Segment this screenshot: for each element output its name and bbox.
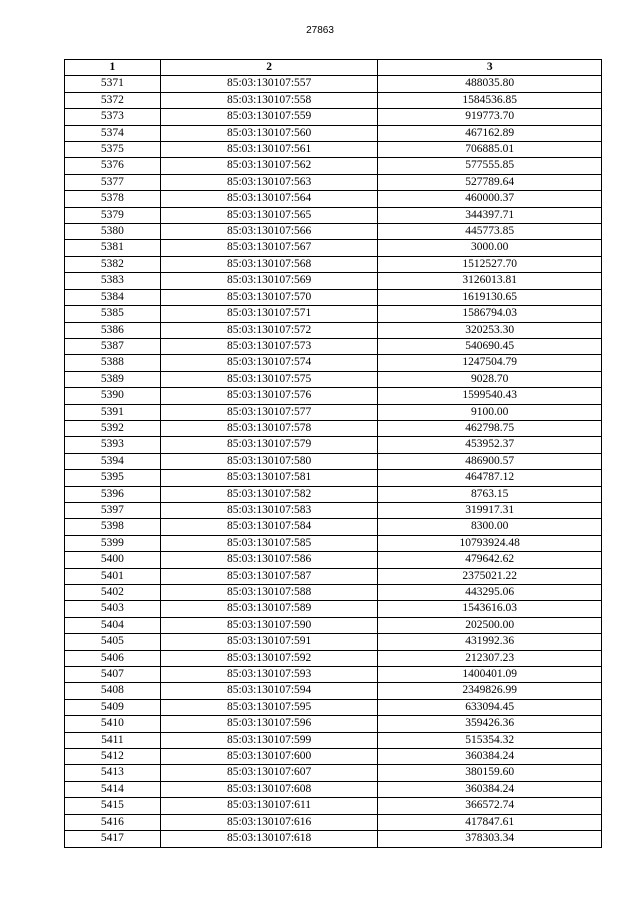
cadastral-number-cell: 85:03:130107:571 — [160, 306, 378, 322]
value-cell: 540690.45 — [378, 338, 602, 354]
row-number-cell: 5404 — [65, 617, 161, 633]
row-number-cell: 5400 — [65, 552, 161, 568]
table-row — [65, 585, 602, 601]
cadastral-number-cell: 85:03:130107:582 — [160, 486, 378, 502]
row-number-cell: 5393 — [65, 437, 161, 453]
row-number-cell: 5412 — [65, 749, 161, 765]
row-number-cell: 5383 — [65, 273, 161, 289]
value-cell: 202500.00 — [378, 617, 602, 633]
value-cell: 443295.06 — [378, 585, 602, 601]
table-row — [65, 552, 602, 568]
cadastral-number-cell: 85:03:130107:567 — [160, 240, 378, 256]
cadastral-number-cell: 85:03:130107:565 — [160, 207, 378, 223]
cadastral-number-cell: 85:03:130107:591 — [160, 634, 378, 650]
cadastral-number-cell: 85:03:130107:590 — [160, 617, 378, 633]
table-row — [65, 404, 602, 420]
table-row — [65, 207, 602, 223]
row-number-cell: 5417 — [65, 831, 161, 847]
row-number-cell: 5396 — [65, 486, 161, 502]
cadastral-number-cell: 85:03:130107:618 — [160, 831, 378, 847]
table-row — [65, 224, 602, 240]
table-row — [65, 502, 602, 518]
cadastral-number-cell: 85:03:130107:557 — [160, 76, 378, 92]
value-cell: 431992.36 — [378, 634, 602, 650]
value-cell: 527789.64 — [378, 174, 602, 190]
value-cell: 319917.31 — [378, 502, 602, 518]
value-cell: 8763.15 — [378, 486, 602, 502]
row-number-cell: 5394 — [65, 453, 161, 469]
table-row — [65, 601, 602, 617]
value-cell: 479642.62 — [378, 552, 602, 568]
cadastral-number-cell: 85:03:130107:562 — [160, 158, 378, 174]
value-cell: 577555.85 — [378, 158, 602, 174]
row-number-cell: 5398 — [65, 519, 161, 535]
row-number-cell: 5399 — [65, 535, 161, 551]
cadastral-number-cell: 85:03:130107:577 — [160, 404, 378, 420]
cadastral-number-cell: 85:03:130107:558 — [160, 92, 378, 108]
value-cell: 1586794.03 — [378, 306, 602, 322]
table-row — [65, 650, 602, 666]
cadastral-number-cell: 85:03:130107:585 — [160, 535, 378, 551]
row-number-cell: 5397 — [65, 502, 161, 518]
table-row — [65, 831, 602, 847]
value-cell: 359426.36 — [378, 716, 602, 732]
value-cell: 3126013.81 — [378, 273, 602, 289]
cadastral-number-cell: 85:03:130107:575 — [160, 371, 378, 387]
column-header-1: 1 — [65, 60, 161, 76]
value-cell: 1599540.43 — [378, 388, 602, 404]
table-row — [65, 371, 602, 387]
row-number-cell: 5380 — [65, 224, 161, 240]
row-number-cell: 5416 — [65, 814, 161, 830]
value-cell: 10793924.48 — [378, 535, 602, 551]
value-cell: 464787.12 — [378, 470, 602, 486]
row-number-cell: 5376 — [65, 158, 161, 174]
row-number-cell: 5379 — [65, 207, 161, 223]
row-number-cell: 5411 — [65, 732, 161, 748]
value-cell: 344397.71 — [378, 207, 602, 223]
table-row — [65, 306, 602, 322]
cadastral-number-cell: 85:03:130107:583 — [160, 502, 378, 518]
row-number-cell: 5414 — [65, 781, 161, 797]
data-table — [64, 59, 602, 848]
cadastral-number-cell: 85:03:130107:570 — [160, 289, 378, 305]
value-cell: 1619130.65 — [378, 289, 602, 305]
table-row — [65, 109, 602, 125]
table-row — [65, 76, 602, 92]
cadastral-number-cell: 85:03:130107:588 — [160, 585, 378, 601]
row-number-cell: 5395 — [65, 470, 161, 486]
table-row — [65, 683, 602, 699]
row-number-cell: 5390 — [65, 388, 161, 404]
cadastral-number-cell: 85:03:130107:573 — [160, 338, 378, 354]
value-cell: 1584536.85 — [378, 92, 602, 108]
value-cell: 417847.61 — [378, 814, 602, 830]
table-row — [65, 470, 602, 486]
table-row — [65, 174, 602, 190]
cadastral-number-cell: 85:03:130107:559 — [160, 109, 378, 125]
value-cell: 515354.32 — [378, 732, 602, 748]
value-cell: 9100.00 — [378, 404, 602, 420]
row-number-cell: 5410 — [65, 716, 161, 732]
table-row — [65, 453, 602, 469]
cadastral-number-cell: 85:03:130107:586 — [160, 552, 378, 568]
row-number-cell: 5382 — [65, 256, 161, 272]
table-row — [65, 437, 602, 453]
row-number-cell: 5375 — [65, 142, 161, 158]
value-cell: 8300.00 — [378, 519, 602, 535]
table-row — [65, 519, 602, 535]
row-number-cell: 5408 — [65, 683, 161, 699]
table-row — [65, 798, 602, 814]
table-row — [65, 240, 602, 256]
row-number-cell: 5385 — [65, 306, 161, 322]
cadastral-number-cell: 85:03:130107:592 — [160, 650, 378, 666]
table-row — [65, 486, 602, 502]
table-row — [65, 749, 602, 765]
table-row — [65, 568, 602, 584]
row-number-cell: 5391 — [65, 404, 161, 420]
cadastral-number-cell: 85:03:130107:599 — [160, 732, 378, 748]
cadastral-number-cell: 85:03:130107:608 — [160, 781, 378, 797]
row-number-cell: 5413 — [65, 765, 161, 781]
table-row — [65, 716, 602, 732]
table-row — [65, 191, 602, 207]
row-number-cell: 5405 — [65, 634, 161, 650]
cadastral-number-cell: 85:03:130107:568 — [160, 256, 378, 272]
cadastral-number-cell: 85:03:130107:611 — [160, 798, 378, 814]
cadastral-number-cell: 85:03:130107:595 — [160, 699, 378, 715]
table-row — [65, 92, 602, 108]
table-row — [65, 158, 602, 174]
value-cell: 460000.37 — [378, 191, 602, 207]
row-number-cell: 5415 — [65, 798, 161, 814]
value-cell: 1543616.03 — [378, 601, 602, 617]
table-row — [65, 125, 602, 141]
value-cell: 9028.70 — [378, 371, 602, 387]
table-row — [65, 667, 602, 683]
table-row — [65, 617, 602, 633]
cadastral-number-cell: 85:03:130107:600 — [160, 749, 378, 765]
cadastral-number-cell: 85:03:130107:584 — [160, 519, 378, 535]
row-number-cell: 5403 — [65, 601, 161, 617]
value-cell: 3000.00 — [378, 240, 602, 256]
cadastral-number-cell: 85:03:130107:569 — [160, 273, 378, 289]
value-cell: 453952.37 — [378, 437, 602, 453]
value-cell: 366572.74 — [378, 798, 602, 814]
row-number-cell: 5386 — [65, 322, 161, 338]
value-cell: 1512527.70 — [378, 256, 602, 272]
table-row — [65, 338, 602, 354]
table-row — [65, 289, 602, 305]
value-cell: 380159.60 — [378, 765, 602, 781]
row-number-cell: 5388 — [65, 355, 161, 371]
table-row — [65, 420, 602, 436]
table-header-row — [65, 60, 602, 76]
row-number-cell: 5407 — [65, 667, 161, 683]
table-row — [65, 355, 602, 371]
table-row — [65, 634, 602, 650]
cadastral-number-cell: 85:03:130107:576 — [160, 388, 378, 404]
value-cell: 1400401.09 — [378, 667, 602, 683]
value-cell: 360384.24 — [378, 749, 602, 765]
row-number-cell: 5373 — [65, 109, 161, 125]
cadastral-number-cell: 85:03:130107:572 — [160, 322, 378, 338]
row-number-cell: 5392 — [65, 420, 161, 436]
column-header-3: 3 — [378, 60, 602, 76]
value-cell: 320253.30 — [378, 322, 602, 338]
row-number-cell: 5374 — [65, 125, 161, 141]
row-number-cell: 5401 — [65, 568, 161, 584]
page-number: 27863 — [306, 25, 334, 36]
cadastral-number-cell: 85:03:130107:580 — [160, 453, 378, 469]
table-row — [65, 535, 602, 551]
value-cell: 360384.24 — [378, 781, 602, 797]
row-number-cell: 5402 — [65, 585, 161, 601]
table-row — [65, 699, 602, 715]
cadastral-number-cell: 85:03:130107:581 — [160, 470, 378, 486]
column-header-2: 2 — [160, 60, 378, 76]
value-cell: 919773.70 — [378, 109, 602, 125]
cadastral-number-cell: 85:03:130107:566 — [160, 224, 378, 240]
cadastral-number-cell: 85:03:130107:594 — [160, 683, 378, 699]
value-cell: 462798.75 — [378, 420, 602, 436]
row-number-cell: 5406 — [65, 650, 161, 666]
cadastral-number-cell: 85:03:130107:593 — [160, 667, 378, 683]
cadastral-number-cell: 85:03:130107:560 — [160, 125, 378, 141]
value-cell: 706885.01 — [378, 142, 602, 158]
value-cell: 633094.45 — [378, 699, 602, 715]
value-cell: 445773.85 — [378, 224, 602, 240]
table-row — [65, 732, 602, 748]
row-number-cell: 5377 — [65, 174, 161, 190]
cadastral-number-cell: 85:03:130107:587 — [160, 568, 378, 584]
table-row — [65, 781, 602, 797]
table-row — [65, 273, 602, 289]
table-row — [65, 256, 602, 272]
cadastral-number-cell: 85:03:130107:578 — [160, 420, 378, 436]
cadastral-number-cell: 85:03:130107:589 — [160, 601, 378, 617]
value-cell: 2349826.99 — [378, 683, 602, 699]
table-row — [65, 322, 602, 338]
cadastral-number-cell: 85:03:130107:607 — [160, 765, 378, 781]
cadastral-number-cell: 85:03:130107:561 — [160, 142, 378, 158]
row-number-cell: 5389 — [65, 371, 161, 387]
table-row — [65, 765, 602, 781]
table-row — [65, 388, 602, 404]
cadastral-number-cell: 85:03:130107:563 — [160, 174, 378, 190]
row-number-cell: 5387 — [65, 338, 161, 354]
row-number-cell: 5409 — [65, 699, 161, 715]
cadastral-number-cell: 85:03:130107:574 — [160, 355, 378, 371]
value-cell: 212307.23 — [378, 650, 602, 666]
value-cell: 378303.34 — [378, 831, 602, 847]
row-number-cell: 5378 — [65, 191, 161, 207]
row-number-cell: 5384 — [65, 289, 161, 305]
value-cell: 467162.89 — [378, 125, 602, 141]
cadastral-number-cell: 85:03:130107:579 — [160, 437, 378, 453]
table-row — [65, 814, 602, 830]
cadastral-number-cell: 85:03:130107:564 — [160, 191, 378, 207]
value-cell: 2375021.22 — [378, 568, 602, 584]
value-cell: 1247504.79 — [378, 355, 602, 371]
table-body — [65, 76, 602, 847]
row-number-cell: 5371 — [65, 76, 161, 92]
cadastral-number-cell: 85:03:130107:616 — [160, 814, 378, 830]
table-row — [65, 142, 602, 158]
cadastral-number-cell: 85:03:130107:596 — [160, 716, 378, 732]
value-cell: 488035.80 — [378, 76, 602, 92]
row-number-cell: 5372 — [65, 92, 161, 108]
row-number-cell: 5381 — [65, 240, 161, 256]
value-cell: 486900.57 — [378, 453, 602, 469]
